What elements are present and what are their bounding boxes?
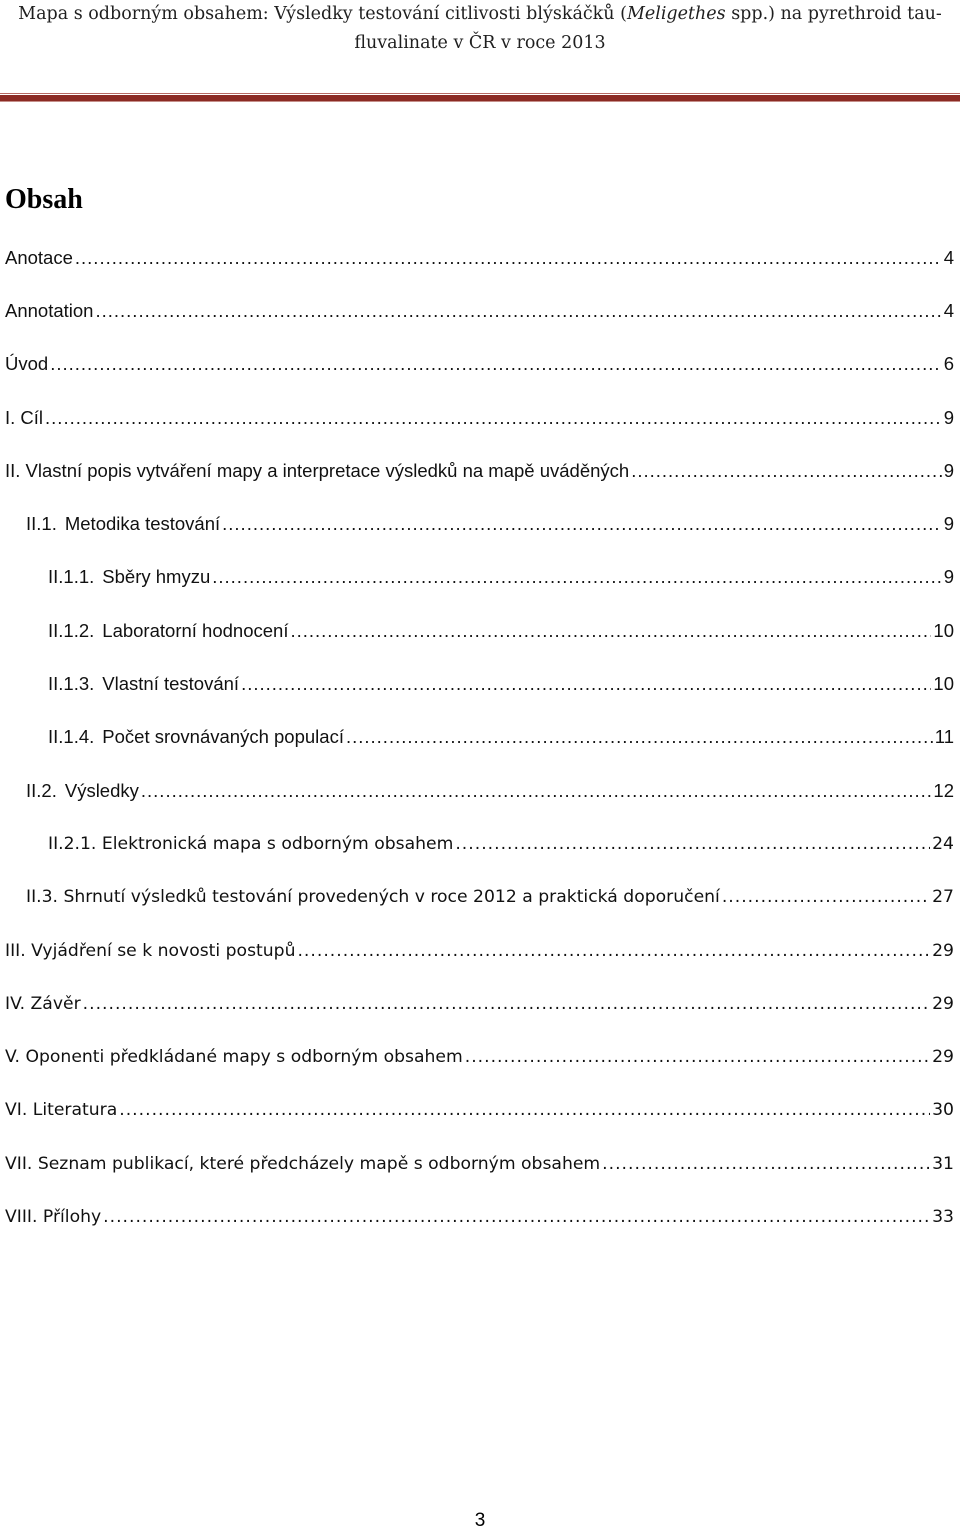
toc-entry-label: III. Vyjádření se k novosti postupů xyxy=(5,940,296,961)
dot-leader xyxy=(631,460,942,482)
header-line-1: Mapa s odborným obsahem: Výsledky testování citlivosti blýskáčků (Meligethes spp.) na pyrethroid tau- xyxy=(18,4,942,24)
toc-entry-label: VII. Seznam publikací, které předcházely mapě s odborným obsahem xyxy=(5,1153,601,1174)
toc-entry-vlastni-testovani[interactable] xyxy=(0,657,960,710)
toc-entry-page: 27 xyxy=(932,887,954,908)
dot-leader xyxy=(83,994,930,1014)
toc-entry-page: 9 xyxy=(943,513,954,535)
toc-entry-shrnuti[interactable] xyxy=(0,871,960,924)
toc-entry-label: II.2. Výsledky xyxy=(26,779,139,801)
toc-entry-label: IV. Závěr xyxy=(5,993,81,1014)
toc-entry-page: 11 xyxy=(934,726,954,748)
dot-leader xyxy=(297,941,930,961)
toc-entry-oponenti[interactable] xyxy=(0,1030,960,1083)
dot-leader xyxy=(241,673,931,695)
toc-entry-number: II.1.3. xyxy=(48,673,95,695)
toc-entry-label: II.1. Metodika testování xyxy=(26,513,221,535)
toc-entry-page: 10 xyxy=(933,673,954,695)
toc-entry-label: Anotace xyxy=(5,246,73,268)
toc-entry-page: 29 xyxy=(932,993,954,1014)
toc-entry-page: 4 xyxy=(943,246,954,268)
dot-leader xyxy=(346,726,933,748)
toc-entry-page: 10 xyxy=(933,619,954,641)
toc-entry-label: II.1.1. Sběry hmyzu xyxy=(48,566,211,588)
toc-entry-prilohy[interactable] xyxy=(0,1190,960,1243)
toc-entry-page: 29 xyxy=(932,940,954,961)
toc-entry-label: II.1.4. Počet srovnávaných populací xyxy=(48,726,344,748)
toc-entry-zaver[interactable] xyxy=(0,977,960,1030)
toc-entry-number: II.2. xyxy=(26,779,57,801)
toc-entry-number: II.1.1. xyxy=(48,566,95,588)
dot-leader xyxy=(50,353,942,375)
toc-entry-label: VI. Literatura xyxy=(5,1100,118,1121)
running-header xyxy=(0,0,960,58)
toc-entry-page: 33 xyxy=(932,1206,954,1227)
dot-leader xyxy=(455,834,930,854)
toc-entry-pocet-populaci[interactable] xyxy=(0,711,960,764)
dot-leader xyxy=(75,247,942,269)
toc-entry-page: 24 xyxy=(932,833,954,854)
toc-entry-page: 9 xyxy=(943,459,954,481)
dot-leader xyxy=(45,407,942,429)
toc-entry-anotace[interactable] xyxy=(0,231,960,284)
dot-leader xyxy=(222,513,942,535)
toc-entry-label: Úvod xyxy=(5,353,49,375)
dot-leader xyxy=(141,780,932,802)
toc-entry-cil[interactable] xyxy=(0,391,960,444)
dot-leader xyxy=(290,620,931,642)
toc-entry-vysledky[interactable] xyxy=(0,764,960,817)
toc-entry-label: II.1.3. Vlastní testování xyxy=(48,673,240,695)
toc-entry-page: 12 xyxy=(933,779,954,801)
toc-entry-metodika[interactable] xyxy=(0,497,960,550)
toc-entry-label: II.2.1. Elektronická mapa s odborným obsahem xyxy=(48,833,454,854)
toc-entry-label: II.3. Shrnutí výsledků testování provedených v roce 2012 a praktická doporučení xyxy=(26,887,720,908)
toc-entry-uvod[interactable] xyxy=(0,338,960,391)
dot-leader xyxy=(722,887,930,907)
dot-leader xyxy=(95,300,941,322)
toc-title: Obsah xyxy=(5,184,83,215)
toc-entry-page: 6 xyxy=(943,353,954,375)
toc-entry-page: 9 xyxy=(943,566,954,588)
toc-entry-label: Annotation xyxy=(5,299,94,321)
toc-entry-label: II.1.2. Laboratorní hodnocení xyxy=(48,619,289,641)
toc-entry-sbery-hmyzu[interactable] xyxy=(0,551,960,604)
toc-entry-page: 29 xyxy=(932,1047,954,1068)
header-rule-thin xyxy=(0,93,960,94)
toc-entry-number: II.1.4. xyxy=(48,726,95,748)
toc-entry-novost-postupu[interactable] xyxy=(0,924,960,977)
dot-leader xyxy=(212,566,941,588)
toc-entry-seznam-publikaci[interactable] xyxy=(0,1137,960,1190)
header-genus-italic: Meligethes xyxy=(626,4,726,24)
toc-entry-page: 9 xyxy=(943,406,954,428)
toc-entry-elektronicka-mapa[interactable] xyxy=(0,817,960,870)
toc-entry-label: I. Cíl xyxy=(5,406,44,428)
header-rule xyxy=(0,95,960,102)
dot-leader xyxy=(602,1154,930,1174)
toc-entry-label: II. Vlastní popis vytváření mapy a interpretace výsledků na mapě uváděných xyxy=(5,459,630,481)
dot-leader xyxy=(465,1047,930,1067)
dot-leader xyxy=(103,1207,930,1227)
toc-entry-label: V. Oponenti předkládané mapy s odborným obsahem xyxy=(5,1047,463,1068)
toc-entry-annotation[interactable] xyxy=(0,284,960,337)
dot-leader xyxy=(119,1100,930,1120)
header-line-2: fluvalinate v ČR v roce 2013 xyxy=(354,33,606,53)
table-of-contents xyxy=(0,231,960,1244)
toc-entry-page: 31 xyxy=(932,1153,954,1174)
toc-entry-number: II.1.2. xyxy=(48,619,95,641)
toc-entry-page: 30 xyxy=(932,1100,954,1121)
toc-entry-number: II.1. xyxy=(26,513,57,535)
toc-entry-vlastni-popis[interactable] xyxy=(0,444,960,497)
toc-entry-literatura[interactable] xyxy=(0,1084,960,1137)
toc-entry-label: VIII. Přílohy xyxy=(5,1206,102,1227)
toc-entry-laboratorni-hodnoceni[interactable] xyxy=(0,604,960,657)
toc-entry-page: 4 xyxy=(943,299,954,321)
page-number: 3 xyxy=(474,1510,486,1531)
